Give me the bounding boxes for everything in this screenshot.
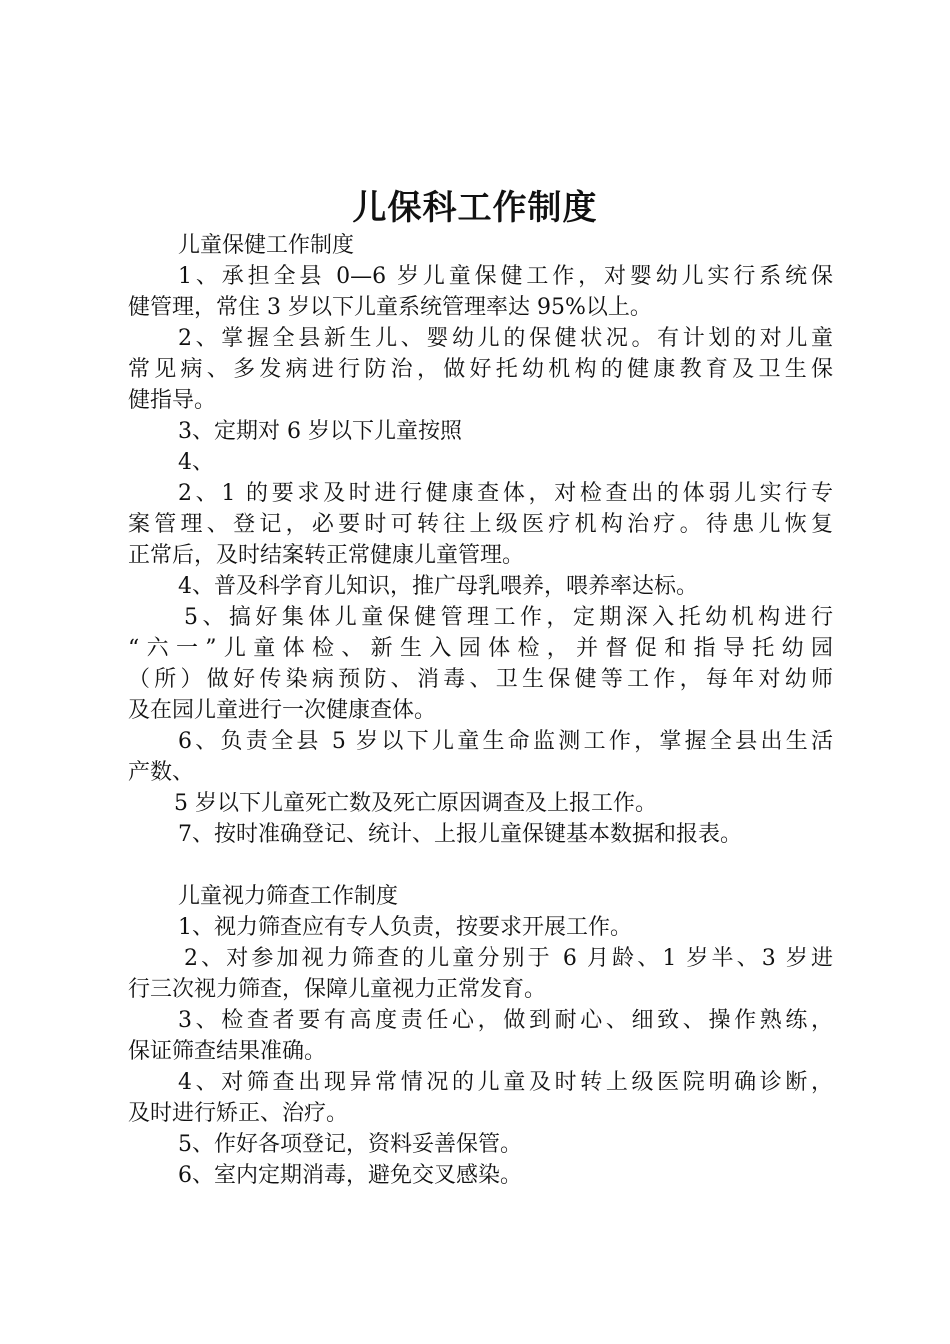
- paragraph-line: 2、对参加视力筛查的儿童分别于 6 月龄、1 岁半、3 岁进: [184, 946, 833, 971]
- paragraph-line: 案管理、登记，必要时可转往上级医疗机构治疗。待患儿恢复: [128, 512, 833, 537]
- paragraph-line: 4、: [178, 450, 214, 475]
- paragraph-line: 6、负责全县 5 岁以下儿童生命监测工作，掌握全县出生活: [178, 729, 833, 754]
- paragraph-line: 产数、: [128, 760, 195, 785]
- paragraph-line: 2、掌握全县新生儿、婴幼儿的保健状况。有计划的对儿童: [178, 326, 833, 351]
- document-body: [128, 230, 833, 1191]
- paragraph-line: 健指导。: [128, 388, 217, 413]
- paragraph-line: 7、按时准确登记、统计、上报儿童保键基本数据和报表。: [178, 822, 742, 847]
- paragraph-line: 3、定期对 6 岁以下儿童按照: [178, 419, 462, 444]
- paragraph-line: 3、检查者要有高度责任心，做到耐心、细致、操作熟练，: [178, 1008, 833, 1033]
- paragraph-line: 行三次视力筛查，保障儿童视力正常发育。: [128, 977, 547, 1002]
- paragraph-line: 1、视力筛查应有专人负责，按要求开展工作。: [178, 915, 632, 940]
- paragraph-line: 常见病、多发病进行防治，做好托幼机构的健康教育及卫生保: [128, 357, 833, 382]
- section-heading-child-health: 儿童保健工作制度: [178, 233, 355, 258]
- paragraph-line: 4、普及科学育儿知识，推广母乳喂养，喂养率达标。: [178, 574, 698, 599]
- document-title: 儿保科工作制度: [352, 188, 598, 228]
- blank-line: [128, 850, 833, 881]
- section-heading-vision-screening: 儿童视力筛查工作制度: [178, 884, 399, 909]
- paragraph-line: 健管理，常住 3 岁以下儿童系统管理率达 95%以上。: [128, 295, 652, 320]
- paragraph-line: 1、承担全县 0—6 岁儿童保健工作，对婴幼儿实行系统保: [178, 264, 833, 289]
- paragraph-line: 2、1 的要求及时进行健康查体，对检查出的体弱儿实行专: [178, 481, 833, 506]
- paragraph-line: （所）做好传染病预防、消毒、卫生保健等工作，每年对幼师: [128, 667, 833, 692]
- paragraph-line: 及在园儿童进行一次健康查体。: [128, 698, 437, 723]
- paragraph-line: “六一”儿童体检、新生入园体检，并督促和指导托幼园: [128, 636, 833, 661]
- paragraph-line: 保证筛查结果准确。: [128, 1039, 327, 1064]
- paragraph-line: 及时进行矫正、治疗。: [128, 1101, 349, 1126]
- paragraph-line: 正常后，及时结案转正常健康儿童管理。: [128, 543, 525, 568]
- paragraph-line: 5、搞好集体儿童保健管理工作，定期深入托幼机构进行: [184, 605, 833, 630]
- paragraph-line: 6、室内定期消毒，避免交叉感染。: [178, 1163, 522, 1188]
- paragraph-line: 5 岁以下儿童死亡数及死亡原因调查及上报工作。: [174, 791, 657, 816]
- paragraph-line: 5、作好各项登记，资料妥善保管。: [178, 1132, 522, 1157]
- paragraph-line: 4、对筛查出现异常情况的儿童及时转上级医院明确诊断，: [178, 1070, 833, 1095]
